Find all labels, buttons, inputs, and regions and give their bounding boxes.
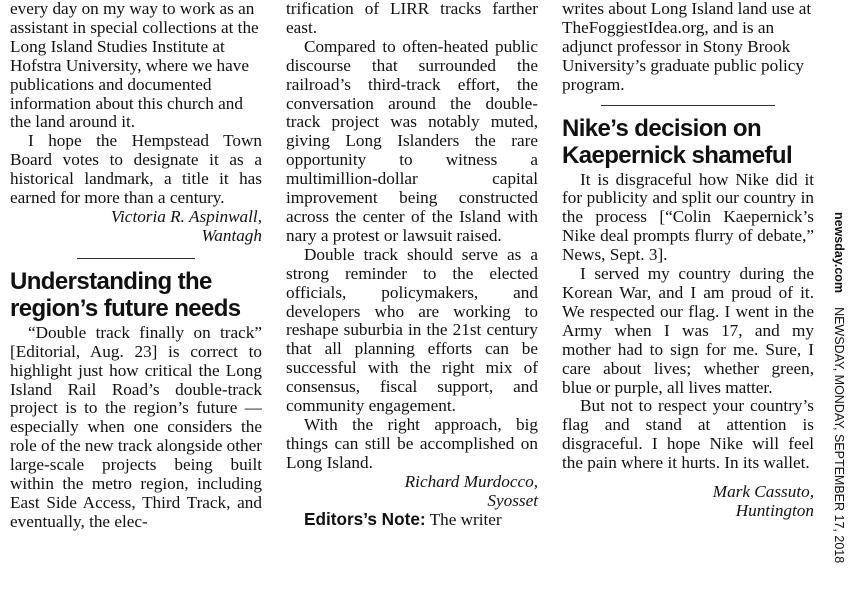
letter-paragraph: I hope the Hempstead Town Board votes to designate it as a historical landmark, a title it has earned for more than a century. [10,131,262,208]
letter-signature-place: Syosset [487,490,538,510]
column-1 [10,0,262,532]
editors-note-label: Editors’s Note: [304,509,426,530]
page-dateline: NEWSDAY, MONDAY, SEPTEMBER 17, 2018 [832,307,846,564]
letter-signature-name: Richard Murdocco, [404,471,538,491]
editors-note-continued: writes about Long Island land use at TheFoggiestIdea.org, and is an adjunct professor in Stony Brook University’s graduate public policy program. [562,0,812,94]
divider-rule [601,105,775,106]
letter-paragraph: With the right approach, big things can still be accomplished on Long Island. [286,414,538,472]
editors-note [286,510,538,530]
column-2 [286,0,538,530]
letter-paragraph: It is disgraceful how Nike did it for publicity and split our country in the process [“Colin Kaepernick’s Nike deal prompts flurry of debate,” News, Sept. 3]. [562,169,814,265]
letter-signature-name: Victoria R. Aspinwall, [110,206,262,226]
letter-signature-place: Wantagh [201,225,262,245]
page-sidebar [822,0,852,594]
headline-line: Kaepernick shameful [562,141,793,169]
sidebar-text [828,212,850,563]
letter-continued-text: trification of LIRR tracks farther east. [286,0,538,37]
letter-paragraph: I served my country during the Korean War, and I am proud of it. We respected our flag. I went in the Army when I was 17, and my mother had to sign for me. Sure, I care about lives; whether green, blue or purple, all lives matter. [562,264,814,397]
letter-signature-name: Mark Cassuto, [712,482,814,502]
letter-body: “Double track finally on track” [Editorial, Aug. 23] is correct to highlight just how critical the Long Island Rail Road’s double-track project is to the region’s future — especially when one considers the role of the new track alongside other large-scale projects being built within the metro region, including East Side Access, Third Track, and eventually, the elec- [10,322,262,531]
letter-paragraph: Compared to often-heated public discourse that surrounded the railroad’s third-track effort, the conversation around the double-track project was notably muted, giving Long Islanders the rare opportunity to witness a multimillion-dollar capital improvement being constructed across the center of the Island with nary a protest or lawsuit raised. [286,36,538,245]
divider-rule [77,258,195,259]
headline-line: Understanding the [10,267,212,295]
letter-headline [10,268,262,322]
site-url[interactable]: newsday.com [832,212,846,294]
headline-line: Nike’s decision on [562,114,762,142]
letter-signature-place: Huntington [735,500,814,520]
letter-paragraph: Double track should serve as a strong reminder to the elected officials, policymakers, and developers who are working to reshape suburbia in the 21st century that all planning efforts can be successful with the right mix of consensus, fiscal support, and community engagement. [286,244,538,416]
letter-paragraph: But not to respect your country’s flag and stand at attention is disgraceful. I hope Nike will feel the pain where it hurts. In its wallet. [562,396,814,473]
headline-line: region’s future needs [10,294,241,322]
editors-note-text: The writer [425,510,502,530]
letter-continued-text: every day on my way to work as an assistant in special collections at the Long Island Studies Institute at Hofstra University, where we have publications and documented information about this church and the land around it. [10,0,259,132]
column-3 [562,0,814,521]
letter-headline [562,115,814,169]
